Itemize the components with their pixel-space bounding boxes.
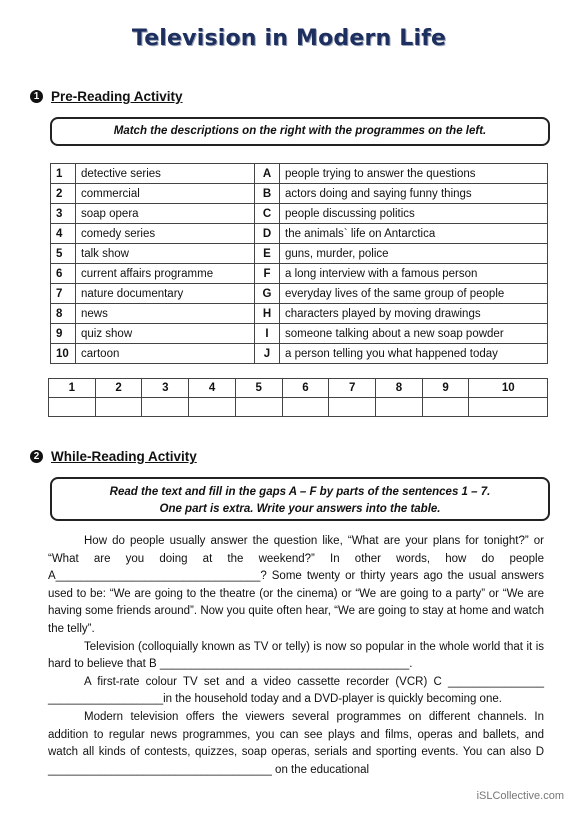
section-title: While-Reading Activity	[51, 449, 197, 464]
description-cell: someone talking about a new soap powder	[280, 324, 548, 344]
description-cell: people trying to answer the questions	[280, 164, 548, 184]
instruction-text: Match the descriptions on the right with the programmes on the left.	[113, 125, 487, 137]
section-number-badge: 2	[30, 450, 43, 463]
row-letter: C	[255, 204, 280, 224]
section-title: Pre-Reading Activity	[51, 89, 183, 104]
table-row	[51, 264, 548, 284]
row-number: 5	[51, 244, 76, 264]
row-letter: I	[255, 324, 280, 344]
answer-blank-cell[interactable]	[189, 398, 236, 417]
while-reading-heading	[30, 449, 197, 464]
table-row	[51, 204, 548, 224]
description-cell: everyday lives of the same group of people	[280, 284, 548, 304]
table-row	[51, 224, 548, 244]
row-letter: D	[255, 224, 280, 244]
row-letter: F	[255, 264, 280, 284]
table-row	[51, 164, 548, 184]
while-reading-instruction-box	[50, 477, 550, 521]
table-row	[51, 184, 548, 204]
programme-cell: cartoon	[76, 344, 255, 364]
programme-cell: detective series	[76, 164, 255, 184]
description-cell: the animals` life on Antarctica	[280, 224, 548, 244]
row-number: 7	[51, 284, 76, 304]
paragraph: Television (colloquially known as TV or telly) is now so popular in the whole world that it is hard to believe that B _______________________________________.	[48, 640, 544, 671]
section-number-badge: 1	[30, 90, 43, 103]
programme-cell: comedy series	[76, 224, 255, 244]
row-number: 2	[51, 184, 76, 204]
answer-header-cell: 4	[189, 379, 236, 398]
description-cell: a long interview with a famous person	[280, 264, 548, 284]
instruction-line-1: Read the text and fill in the gaps A – F by parts of the sentences 1 – 7.	[109, 486, 491, 498]
description-cell: a person telling you what happened today	[280, 344, 548, 364]
programme-cell: commercial	[76, 184, 255, 204]
table-row	[51, 284, 548, 304]
answer-header-cell: 10	[469, 379, 548, 398]
answer-header-cell: 8	[376, 379, 423, 398]
matching-table	[50, 163, 548, 364]
row-number: 1	[51, 164, 76, 184]
row-letter: H	[255, 304, 280, 324]
row-letter: A	[255, 164, 280, 184]
programme-cell: news	[76, 304, 255, 324]
answer-header-cell: 6	[282, 379, 329, 398]
answer-header-cell: 2	[95, 379, 142, 398]
paragraph: Modern television offers the viewers several programmes on different channels. In addition to regular news programmes, you can see plays and films, operas and ballets, and watch all kinds of contests, quizzes, soap operas, serials and sporting events. You can also D ___________________________________ on the educational	[48, 710, 544, 776]
answer-blank-cell[interactable]	[142, 398, 189, 417]
answer-blank-cell[interactable]	[469, 398, 548, 417]
row-letter: B	[255, 184, 280, 204]
row-number: 4	[51, 224, 76, 244]
description-cell: characters played by moving drawings	[280, 304, 548, 324]
row-number: 9	[51, 324, 76, 344]
row-number: 3	[51, 204, 76, 224]
table-row	[51, 304, 548, 324]
reading-text	[48, 533, 544, 779]
programme-cell: current affairs programme	[76, 264, 255, 284]
programme-cell: nature documentary	[76, 284, 255, 304]
answer-blank-cell[interactable]	[282, 398, 329, 417]
answer-blank-cell[interactable]	[376, 398, 423, 417]
paragraph: How do people usually answer the question like, “What are your plans for tonight?” or “What are you doing at the weekend?” In other words, how do people A________________________________? Some twenty or thirty years ago the usual answers used to be: “We are going to the theatre (or the cinema) or “We are going to a party” or “We are having some friends around”. Now you quite often hear, “We are going to stay at home and watch the telly”.	[48, 535, 544, 635]
pre-reading-instruction-box	[50, 117, 550, 146]
answer-header-cell: 7	[329, 379, 376, 398]
programme-cell: quiz show	[76, 324, 255, 344]
answer-header-cell: 5	[235, 379, 282, 398]
answer-header-cell: 1	[49, 379, 96, 398]
answer-blank-cell[interactable]	[95, 398, 142, 417]
answer-header-cell: 9	[422, 379, 469, 398]
row-letter: E	[255, 244, 280, 264]
answer-blank-cell[interactable]	[422, 398, 469, 417]
answer-header-cell: 3	[142, 379, 189, 398]
pre-reading-heading	[30, 89, 183, 104]
table-row	[51, 324, 548, 344]
row-number: 6	[51, 264, 76, 284]
page-title: Television in Modern Life	[131, 26, 447, 51]
answer-blank-cell[interactable]	[329, 398, 376, 417]
table-row	[51, 344, 548, 364]
answer-blank-cell[interactable]	[235, 398, 282, 417]
row-letter: J	[255, 344, 280, 364]
table-row	[51, 244, 548, 264]
description-cell: actors doing and saying funny things	[280, 184, 548, 204]
watermark: iSLCollective.com	[476, 790, 564, 802]
instruction-line-2: One part is extra. Write your answers into the table.	[159, 503, 441, 515]
programme-cell: talk show	[76, 244, 255, 264]
paragraph: A first-rate colour TV set and a video cassette recorder (VCR) C _______________ __________________in the household today and a DVD-player is quickly becoming one.	[48, 675, 544, 706]
answer-grid	[48, 378, 548, 417]
row-letter: G	[255, 284, 280, 304]
description-cell: guns, murder, police	[280, 244, 548, 264]
row-number: 8	[51, 304, 76, 324]
description-cell: people discussing politics	[280, 204, 548, 224]
row-number: 10	[51, 344, 76, 364]
programme-cell: soap opera	[76, 204, 255, 224]
answer-blank-cell[interactable]	[49, 398, 96, 417]
